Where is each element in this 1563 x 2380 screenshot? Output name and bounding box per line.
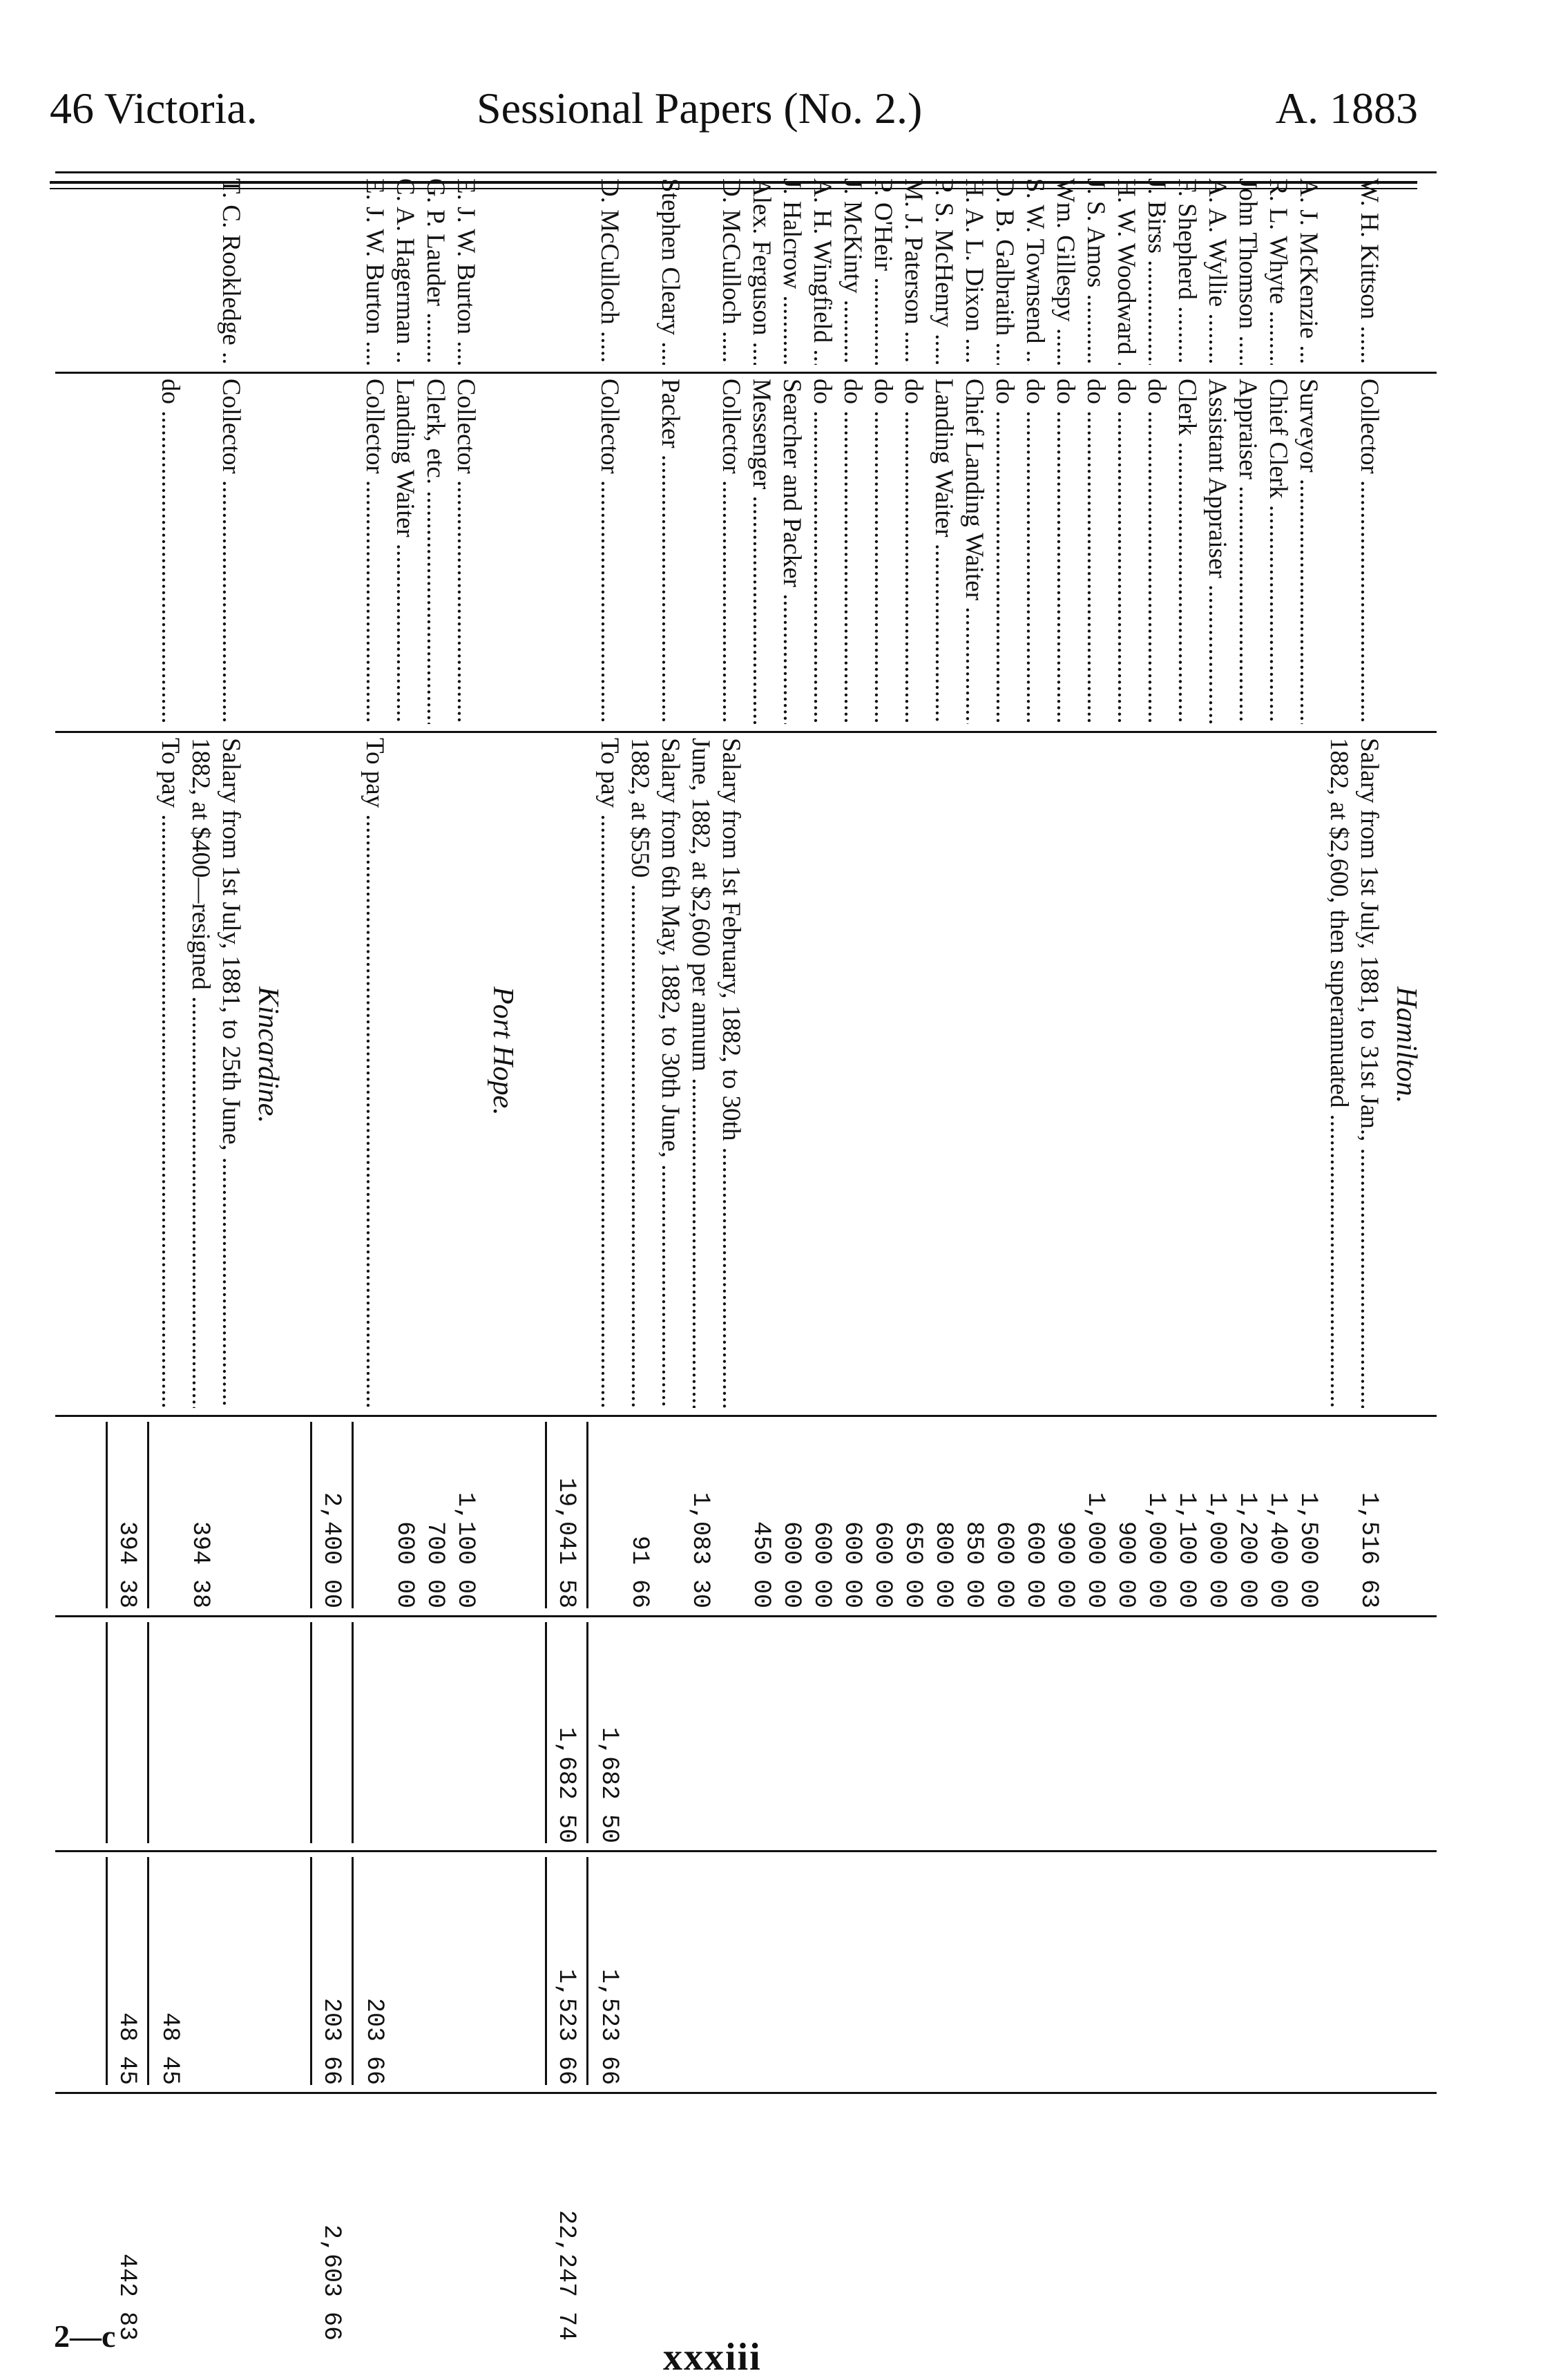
sum-rule (545, 1622, 547, 1843)
table-row (390, 171, 420, 2348)
table-row (1111, 171, 1141, 2348)
cell-text: D. McCulloch ..... (595, 178, 624, 365)
cell-text: To pay ..... (595, 738, 624, 1408)
cell-text: 1,400 00 (1264, 1492, 1292, 1608)
cell-text: Messenger ..... (747, 379, 776, 724)
cell-amount (1019, 1422, 1050, 1608)
cell-text: 1,083 30 (687, 1492, 714, 1608)
cell-col4 (316, 2099, 347, 2341)
cell-text: 48 45 (113, 2012, 141, 2085)
cell-text: Chief Landing Waiter ..... (960, 379, 988, 724)
cell-office (746, 379, 776, 724)
cell-amount (316, 1422, 347, 1608)
cell-text: 394 38 (113, 1521, 141, 1608)
section-title: Kincardine. (252, 987, 284, 1123)
cell-text: 1882, at $2,600, then superannuated ..... (1325, 738, 1353, 1408)
cell-item (1323, 738, 1354, 1408)
cell-text: 22,247 74 (553, 2209, 580, 2341)
cell-text: Alex. Ferguson ..... (747, 178, 776, 365)
cell-text: T. C. Rookledge ..... (217, 178, 245, 365)
sum-rule (352, 1422, 354, 1608)
cell-office (1171, 379, 1202, 724)
cell-text: R. L. Whyte ..... (1264, 178, 1292, 365)
cell-text: Wm. Gillespy ..... (1051, 178, 1080, 365)
sum-rule (586, 1422, 588, 1608)
cell-name (1354, 178, 1384, 365)
sum-rule (106, 1622, 108, 1843)
cell-text: 1882, at $400—resigned ..... (186, 738, 215, 1408)
cell-text: do ..... (838, 379, 867, 724)
cell-col4 (551, 2099, 582, 2341)
cell-name (898, 178, 928, 365)
table-row (1293, 171, 1323, 2348)
cell-text: Collector ..... (595, 379, 624, 724)
table-row (837, 171, 867, 2348)
cell-text: do ..... (990, 379, 1019, 724)
cell-col3 (359, 1857, 390, 2085)
cell-text: D. B. Galbraith ..... (990, 178, 1019, 365)
cell-amount (1050, 1422, 1080, 1608)
cell-text: Collector ..... (361, 379, 389, 724)
table-row (746, 171, 776, 2348)
cell-col4 (112, 2099, 142, 2341)
sum-rule (545, 1857, 547, 2085)
cell-text: Collector ..... (452, 379, 480, 724)
cell-item (624, 738, 655, 1408)
cell-text: J. Birss ..... (1142, 178, 1171, 365)
cell-text: 2,603 66 (318, 2224, 345, 2341)
cell-amount (959, 1422, 989, 1608)
table-row (655, 171, 685, 2348)
totals-row (551, 171, 582, 2348)
cell-amount (989, 1422, 1019, 1608)
cell-office (928, 379, 959, 724)
cell-name (1050, 178, 1080, 365)
cell-text: 48 45 (156, 2012, 184, 2085)
cell-text: Salary from 1st July, 1881, to 31st Jan., ..... (1355, 738, 1383, 1408)
cell-text: 203 66 (318, 1997, 345, 2085)
section-title: Port Hope. (487, 987, 519, 1116)
cell-text: A. J. McKenzie ..... (1294, 178, 1323, 365)
cell-text: do ..... (1082, 379, 1110, 724)
cell-text: Searcher and Packer ..... (778, 379, 806, 724)
rotated-table (55, 171, 1437, 2348)
cell-name (716, 178, 746, 365)
cell-name (928, 178, 959, 365)
cell-office (867, 379, 898, 724)
cell-name (1019, 178, 1050, 365)
cell-office (215, 379, 246, 724)
page-header-center: Sessional Papers (No. 2.) (477, 84, 923, 133)
cell-amount (1354, 1422, 1384, 1608)
cell-office (1111, 379, 1141, 724)
cell-item (1354, 738, 1384, 1408)
cell-text: Landing Waiter ..... (930, 379, 958, 724)
cell-text: Collector ..... (217, 379, 245, 724)
table-row (1354, 171, 1384, 2348)
cell-amount (1293, 1422, 1323, 1608)
cell-text: Surveyor ..... (1294, 379, 1323, 724)
table-row (1080, 171, 1111, 2348)
cell-name (1263, 178, 1293, 365)
cell-name (989, 178, 1019, 365)
cell-item (215, 738, 246, 1408)
table-row (989, 171, 1019, 2348)
cell-office (420, 379, 450, 724)
cell-name (867, 178, 898, 365)
cell-text: 600 00 (990, 1521, 1018, 1608)
table-row (450, 171, 481, 2348)
cell-office (1263, 379, 1293, 724)
table-row (1050, 171, 1080, 2348)
cell-text: 600 00 (1021, 1521, 1048, 1608)
cell-amount (867, 1422, 898, 1608)
cell-text: do ..... (1142, 379, 1171, 724)
cell-name (746, 178, 776, 365)
cell-amount (1263, 1422, 1293, 1608)
cell-text: Chief Clerk ..... (1264, 379, 1292, 724)
cell-col3 (112, 1857, 142, 2085)
cell-text: 650 00 (899, 1521, 927, 1608)
cell-text: M. J. Paterson ..... (899, 178, 928, 365)
cell-text: Clerk, etc. ..... (421, 379, 450, 724)
cell-text: do ..... (869, 379, 897, 724)
cell-text: H. A. L. Dixon ..... (960, 178, 988, 365)
cell-text: 1,516 63 (1355, 1492, 1383, 1608)
cell-item (685, 738, 716, 1408)
cell-text: W. H. Kittson ..... (1355, 178, 1383, 365)
cell-text: do ..... (156, 379, 184, 724)
cell-amount (1111, 1422, 1141, 1608)
cell-text: 1,500 00 (1294, 1492, 1322, 1608)
cell-text: do ..... (1051, 379, 1080, 724)
cell-text: Collector ..... (717, 379, 745, 724)
cell-text: Landing Waiter ..... (391, 379, 419, 724)
cell-text: 1,682 50 (595, 1726, 623, 1843)
cell-office (716, 379, 746, 724)
cell-office (390, 379, 420, 724)
totals-row (316, 171, 347, 2348)
cell-text: Salary from 6th May, 1882, to 30th June, ..... (656, 738, 684, 1408)
cell-text: do ..... (1021, 379, 1049, 724)
cell-item (716, 738, 746, 1408)
cell-text: 19,041 58 (553, 1477, 580, 1608)
cell-office (989, 379, 1019, 724)
sum-rule (310, 1857, 312, 2085)
cell-text: 900 00 (1112, 1521, 1140, 1608)
prelim-row (359, 171, 390, 2348)
prelim-row (155, 171, 185, 2348)
table-row (1323, 171, 1354, 2348)
cell-text: 1,200 00 (1234, 1492, 1261, 1608)
cell-text: do ..... (1112, 379, 1140, 724)
cell-text: To pay ..... (361, 738, 389, 1408)
cell-office (1019, 379, 1050, 724)
sum-rule (586, 1622, 588, 1843)
cell-office (1050, 379, 1080, 724)
cell-text: 700 00 (421, 1521, 449, 1608)
cell-name (1232, 178, 1263, 365)
cell-text: J. Halcrow ..... (778, 178, 806, 365)
sum-rule (106, 1422, 108, 1608)
cell-text: 600 00 (808, 1521, 836, 1608)
cell-text: Packer ..... (656, 379, 684, 724)
section-title: Hamilton. (1390, 987, 1422, 1104)
cell-name (776, 178, 807, 365)
cell-text: June, 1882, at $2,600 per annum ..... (687, 738, 715, 1408)
table-row (928, 171, 959, 2348)
cell-text: P. S. McHenry ..... (930, 178, 958, 365)
cell-text: 450 00 (747, 1521, 775, 1608)
cell-text: 1882, at $550 ..... (626, 738, 654, 1408)
cell-name (959, 178, 989, 365)
cell-text: 394 38 (186, 1521, 214, 1608)
cell-text: 442 83 (113, 2253, 141, 2341)
cell-office (1080, 379, 1111, 724)
cell-amount (551, 1422, 582, 1608)
cell-text: 800 00 (930, 1521, 957, 1608)
cell-amount (420, 1422, 450, 1608)
table-row (1263, 171, 1293, 2348)
cell-item (185, 738, 215, 1408)
cell-text: J. McKinty ..... (838, 178, 867, 365)
cell-name (807, 178, 837, 365)
cell-col3 (155, 1857, 185, 2085)
table-row (776, 171, 807, 2348)
table-row (215, 171, 246, 2348)
table-row (624, 171, 655, 2348)
cell-name (655, 178, 685, 365)
footer-page-number: xxxiii (663, 2336, 762, 2379)
cell-item (655, 738, 685, 1408)
cell-text: Salary from 1st February, 1882, to 30th ..... (717, 738, 745, 1408)
cell-office (807, 379, 837, 724)
cell-name (837, 178, 867, 365)
cell-name (215, 178, 246, 365)
cell-office (450, 379, 481, 724)
page-header-left: 46 Victoria. (50, 84, 258, 133)
cell-text: 600 00 (838, 1521, 866, 1608)
cell-col2 (551, 1622, 582, 1843)
table-row (807, 171, 837, 2348)
footer-signature: 2—c (54, 2319, 116, 2354)
cell-text: do ..... (899, 379, 928, 724)
table-row (1171, 171, 1202, 2348)
cell-text: 91 66 (626, 1535, 653, 1608)
table-row (867, 171, 898, 2348)
cell-text: 1,000 00 (1082, 1492, 1109, 1608)
cell-text: D. McCulloch ..... (717, 178, 745, 365)
table-row (1232, 171, 1263, 2348)
table-row (716, 171, 746, 2348)
cell-office (776, 379, 807, 724)
cell-text: C. A. Hagerman ..... (391, 178, 419, 365)
cell-col3 (551, 1857, 582, 2085)
cell-office (1354, 379, 1384, 724)
cell-text: To pay ..... (156, 738, 184, 1408)
cell-amount (185, 1422, 215, 1608)
page-header-right: A. 1883 (1275, 84, 1418, 133)
cell-amount (1171, 1422, 1202, 1608)
sum-rule (352, 1622, 354, 1843)
cell-col3 (594, 1857, 624, 2085)
totals-row (112, 171, 142, 2348)
sum-rule (310, 1622, 312, 1843)
cell-text: 1,100 00 (1173, 1492, 1200, 1608)
cell-office (1232, 379, 1263, 724)
cell-text: 1,000 00 (1203, 1492, 1231, 1608)
table-row (1202, 171, 1232, 2348)
cell-text: F. Shepherd ..... (1173, 178, 1201, 365)
sum-rule (147, 1622, 149, 1843)
cell-text: 2,400 00 (318, 1492, 345, 1608)
cell-text: P. O'Heir ..... (869, 178, 897, 365)
cell-amount (746, 1422, 776, 1608)
cell-text: J. S. Amos ..... (1082, 178, 1110, 365)
table-row (1019, 171, 1050, 2348)
cell-amount (928, 1422, 959, 1608)
sum-rule (310, 1422, 312, 1608)
cell-col3 (316, 1857, 347, 2085)
cell-name (450, 178, 481, 365)
cell-text: Appraiser ..... (1234, 379, 1262, 724)
cell-text: H. W. Woodward ..... (1112, 178, 1140, 365)
sum-rule (147, 1857, 149, 2085)
cell-office (655, 379, 685, 724)
cell-text: G. P. Lauder ..... (421, 178, 450, 365)
cell-text: A. A. Wyllie ..... (1203, 178, 1231, 365)
cell-amount (112, 1422, 142, 1608)
table-row (685, 171, 716, 2348)
cell-amount (898, 1422, 928, 1608)
cell-text: Clerk ..... (1173, 379, 1201, 724)
cell-text: 1,523 66 (553, 1968, 580, 2085)
cell-amount (685, 1422, 716, 1608)
cell-text: 1,682 50 (553, 1726, 580, 1843)
cell-office (898, 379, 928, 724)
cell-name (1141, 178, 1171, 365)
cell-office (1293, 379, 1323, 724)
cell-office (1202, 379, 1232, 724)
cell-office (959, 379, 989, 724)
cell-text: Collector ..... (1355, 379, 1383, 724)
cell-name (1111, 178, 1141, 365)
cell-text: A. H. Wingfield ..... (808, 178, 836, 365)
cell-text: 600 00 (391, 1521, 419, 1608)
cell-name (420, 178, 450, 365)
sum-rule (106, 1857, 108, 2085)
cell-text: 1,000 00 (1142, 1492, 1170, 1608)
cell-amount (624, 1422, 655, 1608)
cell-name (1080, 178, 1111, 365)
cell-text: 1,523 66 (595, 1968, 623, 2085)
cell-amount (776, 1422, 807, 1608)
cell-text: 850 00 (960, 1521, 988, 1608)
cell-text: Stephen Cleary ..... (656, 178, 684, 365)
cell-text: 1,100 00 (452, 1492, 479, 1608)
table-row (420, 171, 450, 2348)
cell-office (1141, 379, 1171, 724)
cell-text: Salary from 1st July, 1881, to 25th June, ..... (217, 738, 245, 1408)
cell-text: do ..... (808, 379, 836, 724)
cell-text: 203 66 (361, 1997, 388, 2085)
cell-text: 600 00 (778, 1521, 805, 1608)
cell-name (1202, 178, 1232, 365)
cell-text: S. W. Townsend ..... (1021, 178, 1049, 365)
cell-amount (1141, 1422, 1171, 1608)
cell-text: John Thomson ..... (1234, 178, 1262, 365)
cell-name (390, 178, 420, 365)
cell-text: 900 00 (1051, 1521, 1079, 1608)
sum-rule (147, 1422, 149, 1608)
cell-name (1171, 178, 1202, 365)
cell-amount (837, 1422, 867, 1608)
table-row (898, 171, 928, 2348)
cell-text: E. J. W. Burton ..... (361, 178, 389, 365)
cell-amount (807, 1422, 837, 1608)
sum-rule (545, 1422, 547, 1608)
sum-rule (352, 1857, 354, 2085)
cell-name (1293, 178, 1323, 365)
cell-amount (1232, 1422, 1263, 1608)
cell-col2 (594, 1622, 624, 1843)
cell-text: Assistant Appraiser ..... (1203, 379, 1231, 724)
cell-amount (1202, 1422, 1232, 1608)
cell-amount (450, 1422, 481, 1608)
table-row (1141, 171, 1171, 2348)
prelim-row (594, 171, 624, 2348)
cell-text: 600 00 (869, 1521, 896, 1608)
cell-text: E. J. W. Burton ..... (452, 178, 480, 365)
table-row (959, 171, 989, 2348)
cell-amount (1080, 1422, 1111, 1608)
table-row (185, 171, 215, 2348)
cell-office (837, 379, 867, 724)
cell-amount (390, 1422, 420, 1608)
sum-rule (586, 1857, 588, 2085)
